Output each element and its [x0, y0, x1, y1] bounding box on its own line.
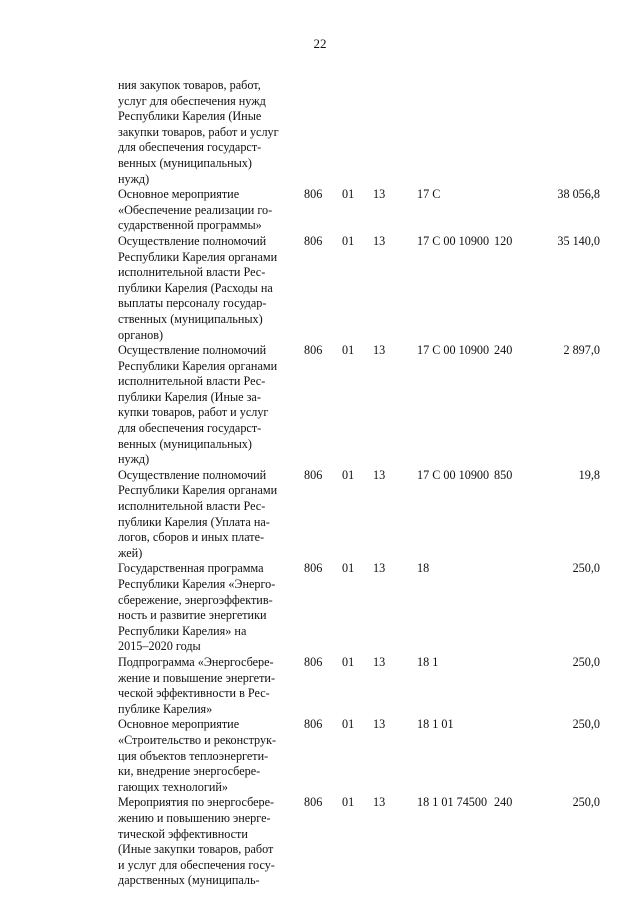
- section-code: 01: [342, 343, 355, 358]
- target-article-code: 17 С 00 10900: [417, 467, 490, 482]
- table-row: [118, 343, 600, 468]
- row-description: Основное мероприятие «Строительство и реконструк- ция объектов теплоэнергети- ки, внедрение энергосбере- гающих технологий»: [118, 717, 277, 794]
- subsection-code: 13: [373, 187, 386, 202]
- table-row: [118, 795, 600, 889]
- target-article-code: 18 1 01: [417, 717, 454, 732]
- row-description: Основное мероприятие «Обеспечение реализации го- сударственной программы»: [118, 187, 273, 233]
- ministry-code: 806: [304, 795, 323, 810]
- subsection-code: 13: [373, 343, 386, 358]
- ministry-code: 806: [304, 561, 323, 576]
- target-article-code: 18: [417, 561, 430, 576]
- expense-type-code: 240: [494, 795, 513, 810]
- row-description: Осуществление полномочий Республики Карелия органами исполнительной власти Рес- публики Карелия (Расходы на выплаты персоналу государ- ственных (муниципальных) органов): [118, 233, 278, 342]
- section-code: 01: [342, 233, 355, 248]
- target-article-code: 18 1 01 74500: [417, 795, 488, 810]
- subsection-code: 13: [373, 233, 386, 248]
- budget-table: [118, 78, 600, 889]
- subsection-code: 13: [373, 654, 386, 669]
- table-row: [118, 717, 600, 795]
- subsection-code: 13: [373, 467, 386, 482]
- row-description: Государственная программа Республики Карелия «Энерго- сбережение, энергоэффектив- ность и развитие энергетики Республики Карелия» на 2015–2020 годы: [118, 561, 276, 654]
- target-article-code: 17 С 00 10900: [417, 343, 490, 358]
- table-row: [118, 468, 600, 562]
- section-code: 01: [342, 467, 355, 482]
- row-description: Осуществление полномочий Республики Карелия органами исполнительной власти Рес- публики Карелия (Иные за- купки товаров, работ и услуг для обеспечения государст- венных (муниципальных) нужд): [118, 343, 278, 467]
- section-code: 01: [342, 187, 355, 202]
- table-row: [118, 655, 600, 717]
- table-row: [118, 187, 600, 234]
- subsection-code: 13: [373, 561, 386, 576]
- row-description: Осуществление полномочий Республики Карелия органами исполнительной власти Рес- публики Карелия (Уплата на- логов, сборов и иных плате- жей): [118, 467, 278, 560]
- subsection-code: 13: [373, 717, 386, 732]
- ministry-code: 806: [304, 717, 323, 732]
- amount: 38 056,8: [557, 187, 600, 202]
- table-row: [118, 234, 600, 343]
- amount: 19,8: [578, 467, 600, 482]
- page-number: 22: [313, 36, 327, 51]
- section-code: 01: [342, 795, 355, 810]
- amount: 250,0: [572, 561, 600, 576]
- amount: 2 897,0: [563, 343, 600, 358]
- ministry-code: 806: [304, 467, 323, 482]
- row-description: Подпрограмма «Энергосбере- жение и повышение энергети- ческой эффективности в Рес- публике Карелия»: [118, 654, 276, 716]
- ministry-code: 806: [304, 343, 323, 358]
- table-row: [118, 78, 600, 187]
- section-code: 01: [342, 561, 355, 576]
- section-code: 01: [342, 654, 355, 669]
- section-code: 01: [342, 717, 355, 732]
- amount: 250,0: [572, 795, 600, 810]
- row-description: ния закупок товаров, работ, услуг для обеспечения нужд Республики Карелия (Иные закупки товаров, работ и услуг для обеспечения государст- венных (муниципальных) нужд): [118, 78, 279, 186]
- expense-type-code: 850: [494, 467, 513, 482]
- ministry-code: 806: [304, 654, 323, 669]
- expense-type-code: 120: [494, 233, 513, 248]
- target-article-code: 18 1: [417, 654, 439, 669]
- target-article-code: 17 С: [417, 187, 441, 202]
- row-description: Мероприятия по энергосбере- жению и повышению энерге- тической эффективности (Иные закупки товаров, работ и услуг для обеспечения госу- дарственных (муниципаль-: [118, 795, 275, 888]
- expense-type-code: 240: [494, 343, 513, 358]
- ministry-code: 806: [304, 187, 323, 202]
- subsection-code: 13: [373, 795, 386, 810]
- ministry-code: 806: [304, 233, 323, 248]
- amount: 35 140,0: [557, 233, 600, 248]
- amount: 250,0: [572, 717, 600, 732]
- amount: 250,0: [572, 654, 600, 669]
- table-row: [118, 561, 600, 655]
- target-article-code: 17 С 00 10900: [417, 233, 490, 248]
